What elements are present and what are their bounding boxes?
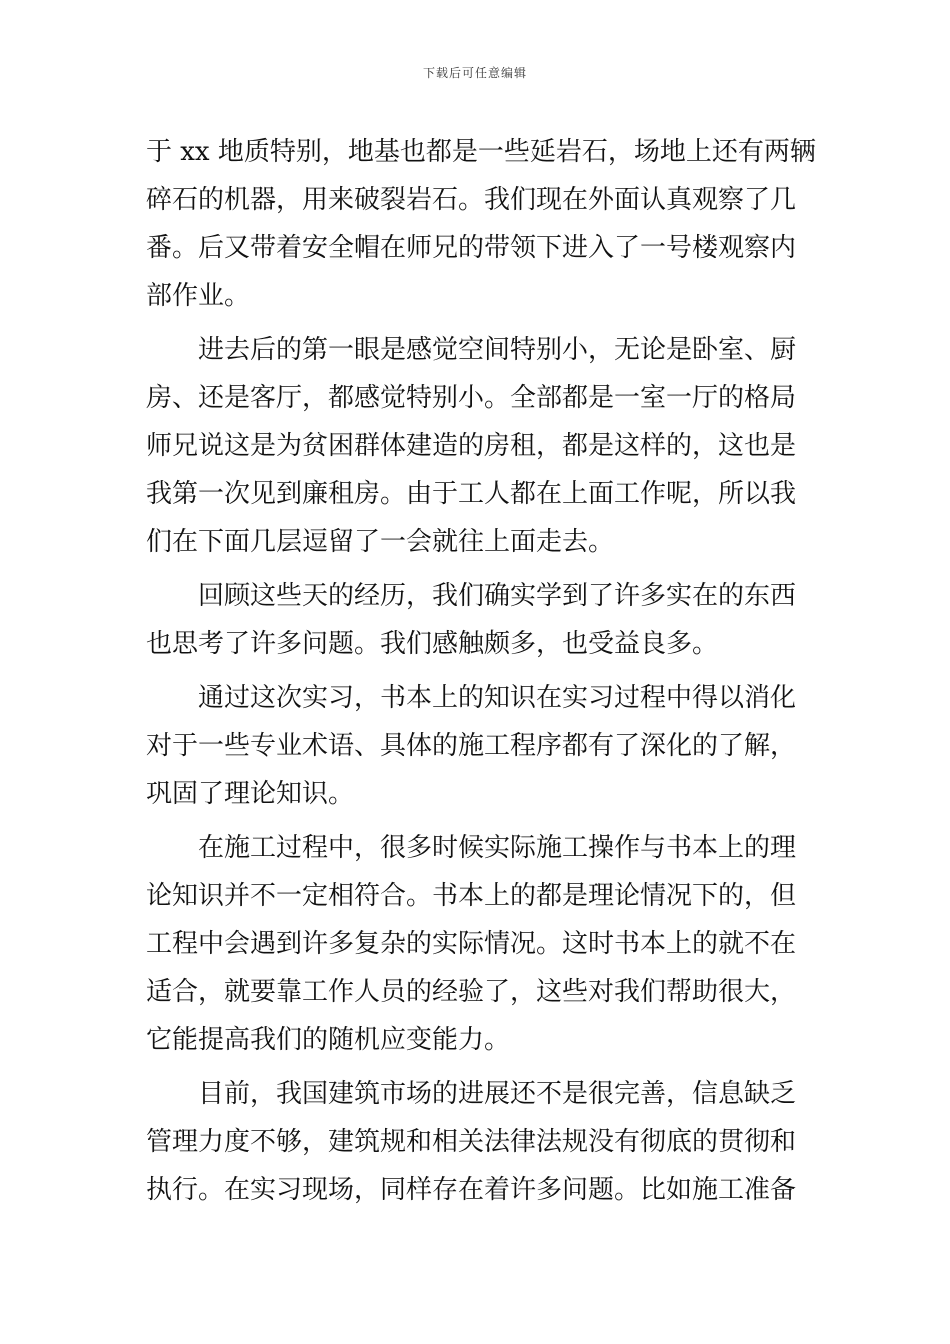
text-line: 回顾这些天的经历，我们确实学到了许多实在的东西 [146,581,797,611]
text-line: 师兄说这是为贫困群体建造的房租，都是这样的，这也是 [146,431,797,461]
text-line: 通过这次实习，书本上的知识在实习过程中得以消化 [146,683,797,713]
text-line: 于 xx 地质特别，地基也都是一些延岩石，场地上还有两辆 [146,137,816,167]
text-line: 番。后又带着安全帽在师兄的带领下进入了一号楼观察内 [146,233,797,263]
text-line: 也思考了许多问题。我们感触颇多，也受益良多。 [146,629,719,659]
page-header: 下载后可任意编辑 [422,66,527,80]
text-line: 工程中会遇到许多复杂的实际情况。这时书本上的就不在 [146,929,797,959]
text-line: 管理力度不够，建筑规和相关法律法规没有彻底的贯彻和 [146,1127,797,1157]
text-line: 执行。在实习现场，同样存在着许多问题。比如施工准备 [146,1175,797,1205]
text-line: 部作业。 [146,281,251,311]
text-line: 目前，我国建筑市场的进展还不是很完善，信息缺乏 [146,1079,797,1109]
text-line: 在施工过程中，很多时候实际施工操作与书本上的理 [146,833,797,863]
text-line: 论知识并不一定相符合。书本上的都是理论情况下的，但 [146,881,797,911]
text-line: 对于一些专业术语、具体的施工程序都有了深化的了解， [146,731,797,761]
text-line: 们在下面几层逗留了一会就往上面走去。 [146,527,615,557]
text-line: 进去后的第一眼是感觉空间特别小，无论是卧室、厨 [146,335,797,365]
text-line: 碎石的机器，用来破裂岩石。我们现在外面认真观察了几 [146,185,797,215]
text-line: 房、还是客厅，都感觉特别小。全部都是一室一厅的格局 [146,383,797,413]
text-line: 它能提高我们的随机应变能力。 [146,1025,511,1055]
text-line: 适合，就要靠工作人员的经验了，这些对我们帮助很大， [146,977,797,1007]
text-line: 巩固了理论知识。 [146,779,355,809]
text-line: 我第一次见到廉租房。由于工人都在上面工作呢，所以我 [146,479,797,509]
